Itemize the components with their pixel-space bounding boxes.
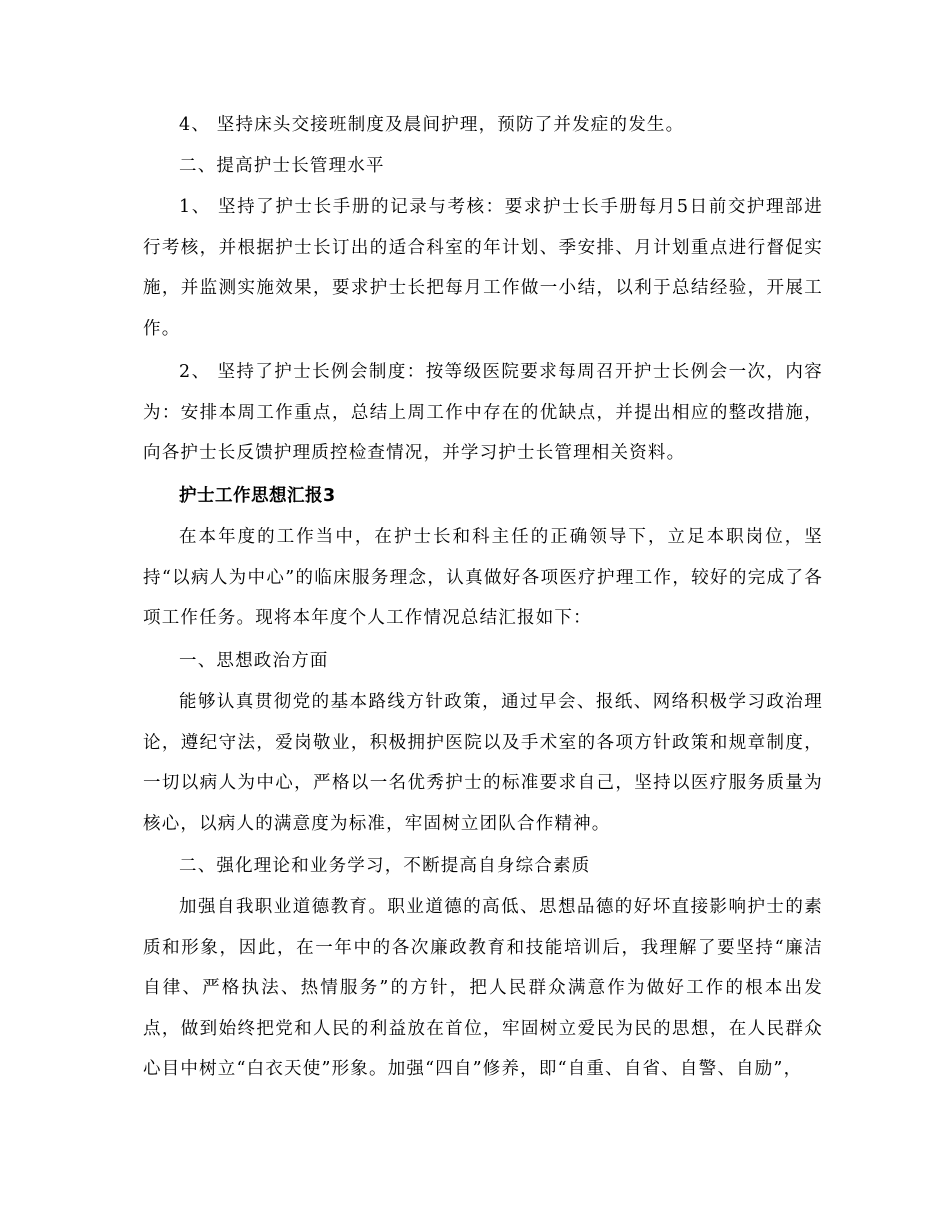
paragraph-political-thought: 能够认真贯彻党的基本路线方针政策，通过早会、报纸、网络积极学习政治理论，遵纪守法，爱岗敬业，积极拥护医院以及手术室的各项方针政策和规章制度，一切以病人为中心，严格以一名优秀护士的标准要求自己，坚持以医疗服务质量为核心，以病人的满意度为标准，牢固树立团队合作精神。: [143, 692, 823, 834]
section-heading-head-nurse-management: 二、提高护士长管理水平: [179, 156, 385, 176]
paragraph-professional-ethics: 加强自我职业道德教育。职业道德的高低、思想品德的好坏直接影响护士的素质和形象，因此，在一年中的各次廉政教育和技能培训后，我理解了要坚持“廉洁自律、严格执法、热情服务”的方针，把人民群众满意作为做好工作的根本出发点，做到始终把党和人民的利益放在首位，牢固树立爱民为民的思想，在人民群众心目中树立“白衣天使”形象。加强“四自”修养，即“自重、自省、自警、自励”，: [143, 897, 823, 1079]
paragraph-introduction: 在本年度的工作当中，在护士长和科主任的正确领导下，立足本职岗位，坚持“以病人为中心”的临床服务理念，认真做好各项医疗护理工作，较好的完成了各项工作任务。现将本年度个人工作情况总结汇报如下：: [143, 527, 823, 628]
section-heading-political-thought: 一、思想政治方面: [179, 651, 329, 671]
report-title: 护士工作思想汇报3: [179, 486, 336, 506]
paragraph-precaution-item-4: 4、 坚持床头交接班制度及晨间护理，预防了并发症的发生。: [179, 115, 685, 135]
paragraph-head-nurse-meeting: 2、 坚持了护士长例会制度：按等级医院要求每周召开护士长例会一次，内容为：安排本周工作重点，总结上周工作中存在的优缺点，并提出相应的整改措施，向各护士长反馈护理质控检查情况，并学习护士长管理相关资料。: [143, 362, 823, 463]
section-heading-study: 二、强化理论和业务学习，不断提高自身综合素质: [179, 856, 591, 876]
paragraph-head-nurse-handbook: 1、 坚持了护士长手册的记录与考核：要求护士长手册每月5日前交护理部进行考核，并根据护士长订出的适合科室的年计划、季安排、月计划重点进行督促实施，并监测实施效果，要求护士长把每月工作做一小结，以利于总结经验，开展工作。: [143, 197, 823, 339]
